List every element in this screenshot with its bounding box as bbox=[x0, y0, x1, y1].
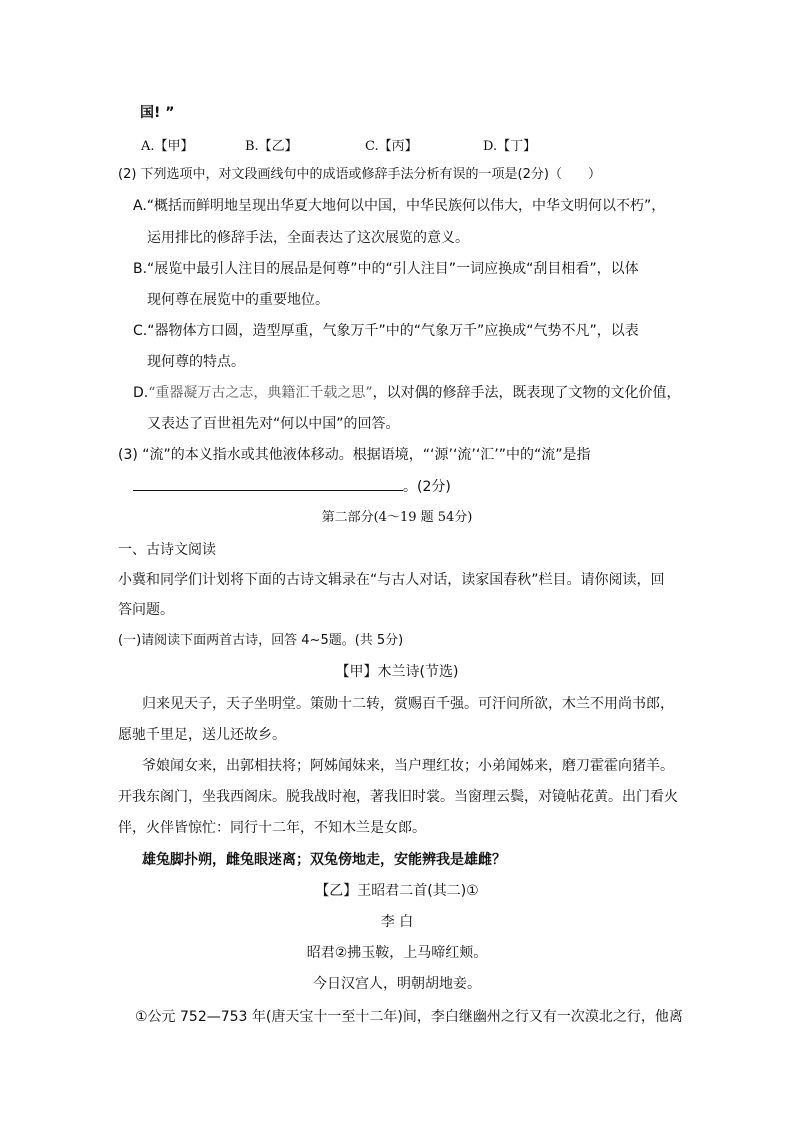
poem-2-title: 【乙】王昭君二首(其二)① bbox=[315, 883, 479, 899]
poem-1-line-3: 雄兔脚扑朔，雌兔眼迷离；双兔傍地走，安能辨我是雄雌？ bbox=[142, 852, 506, 868]
q2-option-b-line2: 现何尊在展览中的重要地位。 bbox=[147, 292, 329, 308]
intro-line-1: 小冀和同学们计划将下面的古诗文辑录在“与古人对话，读家国春秋”栏目。请你阅读，回 bbox=[118, 572, 665, 588]
poem-1-line-2a: 爷娘闻女来，出郭相扶将；阿姊闻妹来，当户理红妆；小弟闻姊来，磨刀霍霍向猪羊。 bbox=[142, 758, 674, 774]
poem-1-line-2b: 开我东阁门，坐我西阁床。脱我战时袍，著我旧时裳。当窗理云鬓，对镜帖花黄。出门看火 bbox=[118, 789, 678, 805]
poem-1-title: 【甲】木兰诗(节选) bbox=[335, 664, 459, 680]
section-title: 一、古诗文阅读 bbox=[118, 542, 216, 558]
q2-option-d-line2: 又表达了百世祖先对“何以中国”的回答。 bbox=[147, 416, 400, 432]
poem-1-line-1b: 愿驰千里足，送儿还故乡。 bbox=[118, 727, 286, 743]
question-2-stem: (2) 下列选项中，对文段画线句中的成语或修辞手法分析有误的一项是(2分)（ ） bbox=[118, 167, 601, 182]
q2-option-b-line1: B.“展览中最引人注目的展品是何尊”中的“引人注目”一词应换成“刮目相看”，以体 bbox=[133, 261, 639, 277]
choice-c: C.【丙】 bbox=[365, 139, 418, 154]
question-3-stem: (3) “流”的本义指水或其他液体移动。根据语境，“‘源’‘流’‘汇’”中的“流”是指 bbox=[118, 447, 591, 463]
poem-2-line-1: 昭君②拂玉鞍，上马啼红颊。 bbox=[306, 945, 488, 961]
top-line: 国! ” bbox=[140, 105, 175, 121]
q2-option-d-line1 bbox=[133, 383, 681, 403]
q2-option-d-label: D. bbox=[133, 385, 149, 401]
part-2-title: 第二部分(4～19 题 54分) bbox=[321, 510, 473, 525]
q2-option-d-text: ，以对偶的修辞手法，既表现了文物的文化价值， bbox=[372, 385, 681, 401]
choice-a: A.【甲】 bbox=[141, 139, 194, 154]
q2-option-c-line2: 现何尊的特点。 bbox=[147, 354, 245, 370]
poem-2-author: 李 白 bbox=[380, 914, 414, 930]
q3-score: 。(2分) bbox=[403, 479, 451, 495]
choice-d: D.【丁】 bbox=[483, 139, 537, 154]
answer-blank[interactable] bbox=[133, 476, 403, 491]
poem-1-line-2c: 伴，火伴皆惊忙：同行十二年，不知木兰是女郎。 bbox=[118, 820, 426, 836]
q2-option-a-line1: A.“概括而鲜明地呈现出华夏大地何以中国，中华民族何以伟大，中华文明何以不朽”， bbox=[133, 198, 666, 214]
sub-section-title: (一)请阅读下面两首古诗，回答 4~5题。(共 5分) bbox=[118, 633, 404, 648]
q2-option-d-quote: “重器凝万古之志，典籍汇千载之思” bbox=[148, 385, 373, 401]
q2-option-c-line1: C.“器物体方口圆，造型厚重，气象万千”中的“气象万千”应换成“气势不凡”，以表 bbox=[133, 323, 639, 339]
footnote-1: ①公元 752—753 年(唐天宝十一至十二年)间，李白继幽州之行又有一次漠北之行，他离 bbox=[135, 1009, 683, 1025]
q2-option-a-line2: 运用排比的修辞手法，全面表达了这次展览的意义。 bbox=[147, 230, 469, 246]
choice-b: B.【乙】 bbox=[245, 139, 298, 154]
poem-2-line-2: 今日汉宫人，明朝胡地妾。 bbox=[313, 976, 481, 992]
question-3-answer-line bbox=[133, 476, 451, 497]
intro-line-2: 答问题。 bbox=[118, 602, 174, 618]
poem-1-line-1a: 归来见天子，天子坐明堂。策勋十二转，赏赐百千强。可汗问所欲，木兰不用尚书郎， bbox=[142, 696, 674, 712]
